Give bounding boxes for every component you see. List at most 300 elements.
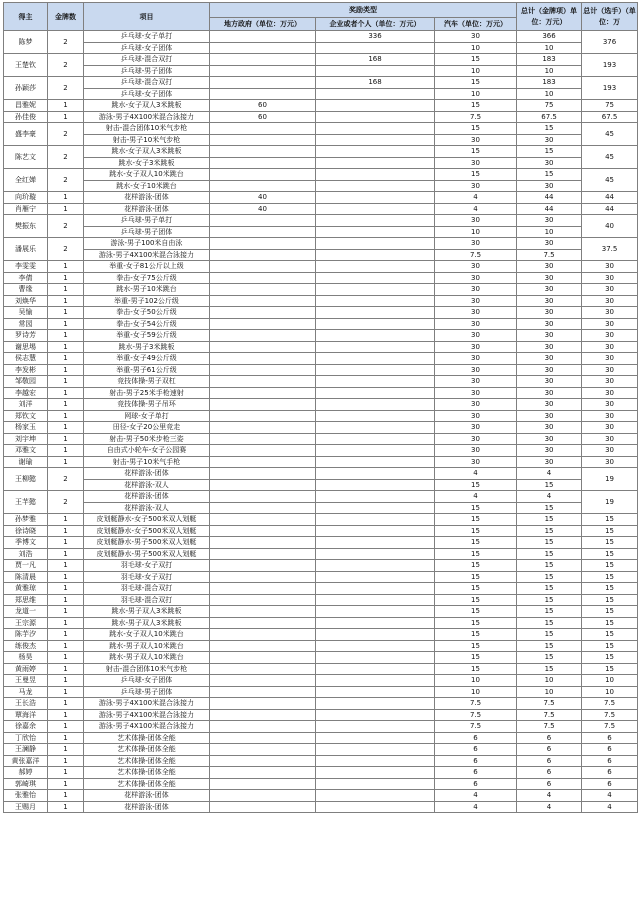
player-total: 30	[582, 261, 638, 273]
local-gov-value	[210, 468, 316, 480]
event-name: 乒乓球-男子团体	[84, 226, 210, 238]
player-total: 4	[582, 790, 638, 802]
item-total: 15	[517, 123, 582, 135]
local-gov-value	[210, 387, 316, 399]
item-total: 15	[517, 560, 582, 572]
event-name: 游泳-男子4X100米混合泳接力	[84, 721, 210, 733]
enterprise-value	[316, 583, 435, 595]
medal-count: 1	[48, 203, 84, 215]
item-total: 30	[517, 157, 582, 169]
player-total: 75	[582, 100, 638, 112]
item-total: 30	[517, 399, 582, 411]
event-name: 跳水-男子3米跳板	[84, 341, 210, 353]
local-gov-value	[210, 640, 316, 652]
winner-name: 杨家玉	[4, 422, 48, 434]
local-gov-value	[210, 180, 316, 192]
item-total: 4	[517, 790, 582, 802]
enterprise-value	[316, 468, 435, 480]
winner-name: 刘宇坤	[4, 433, 48, 445]
car-value: 30	[435, 410, 517, 422]
item-total: 15	[517, 571, 582, 583]
car-value: 30	[435, 341, 517, 353]
enterprise-value	[316, 514, 435, 526]
medal-count: 1	[48, 606, 84, 618]
player-total: 30	[582, 341, 638, 353]
enterprise-value	[316, 180, 435, 192]
player-total: 40	[582, 215, 638, 238]
enterprise-value	[316, 778, 435, 790]
event-name: 游泳-男子100米自由泳	[84, 238, 210, 250]
medal-count: 2	[48, 215, 84, 238]
medal-count: 1	[48, 318, 84, 330]
player-total: 193	[582, 77, 638, 100]
winner-name: 黄雅琼	[4, 583, 48, 595]
winner-name: 季博文	[4, 537, 48, 549]
enterprise-value	[316, 663, 435, 675]
table-row	[4, 525, 638, 537]
local-gov-value	[210, 134, 316, 146]
enterprise-value	[316, 284, 435, 296]
item-total: 15	[517, 169, 582, 181]
player-total: 19	[582, 468, 638, 491]
medal-count: 1	[48, 111, 84, 123]
enterprise-value	[316, 767, 435, 779]
player-total: 193	[582, 54, 638, 77]
table-row	[4, 744, 638, 756]
item-total: 15	[517, 146, 582, 158]
player-total: 15	[582, 583, 638, 595]
enterprise-value	[316, 387, 435, 399]
local-gov-value	[210, 157, 316, 169]
medal-count: 1	[48, 721, 84, 733]
enterprise-value	[316, 100, 435, 112]
winner-name: 李雯雯	[4, 261, 48, 273]
event-name: 花样游泳-双人	[84, 502, 210, 514]
player-total: 30	[582, 456, 638, 468]
table-row	[4, 387, 638, 399]
event-name: 羽毛球-混合双打	[84, 594, 210, 606]
enterprise-value	[316, 525, 435, 537]
car-value: 30	[435, 399, 517, 411]
table-row	[4, 732, 638, 744]
car-value: 7.5	[435, 111, 517, 123]
enterprise-value	[316, 709, 435, 721]
local-gov-value	[210, 491, 316, 503]
enterprise-value	[316, 744, 435, 756]
table-row	[4, 238, 638, 250]
local-gov-value	[210, 226, 316, 238]
event-name: 举重-女子59公斤级	[84, 330, 210, 342]
item-total: 10	[517, 65, 582, 77]
item-total: 30	[517, 387, 582, 399]
medal-count: 1	[48, 744, 84, 756]
event-name: 射击-男子50米步枪三姿	[84, 433, 210, 445]
event-name: 花样游泳-团体	[84, 801, 210, 813]
enterprise-value	[316, 790, 435, 802]
enterprise-value	[316, 134, 435, 146]
medal-count: 1	[48, 284, 84, 296]
player-total: 15	[582, 617, 638, 629]
winner-name: 王宗源	[4, 617, 48, 629]
player-total: 30	[582, 376, 638, 388]
player-total: 15	[582, 571, 638, 583]
item-total: 10	[517, 686, 582, 698]
player-total: 6	[582, 755, 638, 767]
car-value: 15	[435, 537, 517, 549]
item-total: 6	[517, 755, 582, 767]
item-total: 15	[517, 594, 582, 606]
item-total: 15	[517, 606, 582, 618]
winner-name: 王长浩	[4, 698, 48, 710]
local-gov-value	[210, 307, 316, 319]
winner-name: 孙佳俊	[4, 111, 48, 123]
table-row	[4, 698, 638, 710]
medal-count: 1	[48, 571, 84, 583]
winner-name: 孙颖莎	[4, 77, 48, 100]
event-name: 跳水-男子双人10米跳台	[84, 640, 210, 652]
car-value: 30	[435, 180, 517, 192]
table-row	[4, 514, 638, 526]
local-gov-value: 40	[210, 192, 316, 204]
winner-name: 邹敬园	[4, 376, 48, 388]
medal-count: 1	[48, 100, 84, 112]
enterprise-value	[316, 560, 435, 572]
item-total: 30	[517, 134, 582, 146]
enterprise-value	[316, 111, 435, 123]
player-total: 30	[582, 284, 638, 296]
header-event: 项目	[84, 3, 210, 31]
player-total: 30	[582, 330, 638, 342]
winner-name: 肖雁宁	[4, 203, 48, 215]
table-row	[4, 364, 638, 376]
table-row	[4, 709, 638, 721]
enterprise-value	[316, 399, 435, 411]
medal-count: 1	[48, 640, 84, 652]
event-name: 网球-女子单打	[84, 410, 210, 422]
enterprise-value: 168	[316, 54, 435, 66]
item-total: 30	[517, 295, 582, 307]
enterprise-value	[316, 364, 435, 376]
medal-count: 2	[48, 77, 84, 100]
event-name: 皮划艇静水-女子500米双人划艇	[84, 514, 210, 526]
table-row	[4, 180, 638, 192]
car-value: 6	[435, 732, 517, 744]
event-name: 举重-女子81公斤以上级	[84, 261, 210, 273]
local-gov-value	[210, 238, 316, 250]
player-total: 30	[582, 387, 638, 399]
enterprise-value	[316, 410, 435, 422]
winner-name: 李越宏	[4, 387, 48, 399]
item-total: 30	[517, 238, 582, 250]
medal-count: 1	[48, 594, 84, 606]
table-row	[4, 617, 638, 629]
enterprise-value	[316, 42, 435, 54]
event-name: 田径-女子20公里竞走	[84, 422, 210, 434]
local-gov-value	[210, 709, 316, 721]
car-value: 30	[435, 238, 517, 250]
item-total: 30	[517, 330, 582, 342]
car-value: 15	[435, 525, 517, 537]
enterprise-value	[316, 330, 435, 342]
car-value: 7.5	[435, 698, 517, 710]
player-total: 15	[582, 560, 638, 572]
event-name: 艺术体操-团体全能	[84, 744, 210, 756]
table-row	[4, 307, 638, 319]
table-row	[4, 583, 638, 595]
item-total: 6	[517, 778, 582, 790]
local-gov-value	[210, 663, 316, 675]
local-gov-value	[210, 606, 316, 618]
local-gov-value: 60	[210, 111, 316, 123]
player-total: 6	[582, 744, 638, 756]
player-total: 19	[582, 491, 638, 514]
table-row	[4, 422, 638, 434]
medal-count: 1	[48, 709, 84, 721]
car-value: 30	[435, 134, 517, 146]
local-gov-value	[210, 617, 316, 629]
event-name: 竞技体操-男子吊环	[84, 399, 210, 411]
winner-name: 贾一凡	[4, 560, 48, 572]
car-value: 15	[435, 560, 517, 572]
medal-count: 1	[48, 376, 84, 388]
medal-count: 1	[48, 307, 84, 319]
enterprise-value	[316, 249, 435, 261]
local-gov-value: 60	[210, 100, 316, 112]
player-total: 6	[582, 778, 638, 790]
player-total: 6	[582, 732, 638, 744]
item-total: 4	[517, 491, 582, 503]
event-name: 羽毛球-女子双打	[84, 571, 210, 583]
event-name: 乒乓球-女子团体	[84, 675, 210, 687]
player-total: 44	[582, 203, 638, 215]
event-name: 拳击-女子50公斤级	[84, 307, 210, 319]
local-gov-value	[210, 353, 316, 365]
enterprise-value	[316, 341, 435, 353]
item-total: 15	[517, 617, 582, 629]
event-name: 举重-女子49公斤级	[84, 353, 210, 365]
player-total: 15	[582, 548, 638, 560]
enterprise-value	[316, 629, 435, 641]
event-name: 射击-男子25米手枪速射	[84, 387, 210, 399]
medal-count: 1	[48, 387, 84, 399]
item-total: 44	[517, 203, 582, 215]
winner-name: 向玠璇	[4, 192, 48, 204]
item-total: 30	[517, 353, 582, 365]
winner-name: 黄雨婷	[4, 663, 48, 675]
car-value: 10	[435, 42, 517, 54]
medal-count: 1	[48, 617, 84, 629]
medal-count: 1	[48, 675, 84, 687]
table-row	[4, 801, 638, 813]
event-name: 游泳-男子4X100米混合泳接力	[84, 111, 210, 123]
table-row	[4, 272, 638, 284]
item-total: 15	[517, 583, 582, 595]
table-row	[4, 376, 638, 388]
table-row	[4, 571, 638, 583]
car-value: 15	[435, 548, 517, 560]
player-total: 30	[582, 422, 638, 434]
event-name: 射击-男子10米气步枪	[84, 134, 210, 146]
enterprise-value	[316, 192, 435, 204]
medal-count: 1	[48, 353, 84, 365]
player-total: 30	[582, 433, 638, 445]
local-gov-value	[210, 445, 316, 457]
winner-name: 孙梦雅	[4, 514, 48, 526]
event-name: 射击-男子10米气手枪	[84, 456, 210, 468]
local-gov-value	[210, 778, 316, 790]
winner-name: 龙道一	[4, 606, 48, 618]
table-row	[4, 318, 638, 330]
winner-name: 罗诗芳	[4, 330, 48, 342]
player-total: 10	[582, 686, 638, 698]
medal-count: 1	[48, 663, 84, 675]
enterprise-value	[316, 755, 435, 767]
medal-count: 2	[48, 31, 84, 54]
table-row	[4, 778, 638, 790]
item-total: 30	[517, 284, 582, 296]
reward-table	[3, 2, 638, 813]
item-total: 4	[517, 468, 582, 480]
event-name: 花样游泳-双人	[84, 479, 210, 491]
item-total: 30	[517, 376, 582, 388]
table-row	[4, 721, 638, 733]
event-name: 花样游泳-团体	[84, 790, 210, 802]
local-gov-value	[210, 364, 316, 376]
header-medal-count: 金牌数	[48, 3, 84, 31]
local-gov-value	[210, 594, 316, 606]
table-row	[4, 675, 638, 687]
local-gov-value	[210, 686, 316, 698]
event-name: 花样游泳-团体	[84, 468, 210, 480]
car-value: 30	[435, 318, 517, 330]
enterprise-value	[316, 698, 435, 710]
car-value: 30	[435, 330, 517, 342]
player-total: 15	[582, 594, 638, 606]
event-name: 乒乓球-女子单打	[84, 31, 210, 43]
local-gov-value	[210, 652, 316, 664]
local-gov-value	[210, 514, 316, 526]
player-total: 10	[582, 675, 638, 687]
header-winner: 得主	[4, 3, 48, 31]
local-gov-value	[210, 146, 316, 158]
table-row	[4, 157, 638, 169]
car-value: 30	[435, 307, 517, 319]
winner-name: 陈艺文	[4, 146, 48, 169]
event-name: 竞技体操-男子双杠	[84, 376, 210, 388]
enterprise-value	[316, 295, 435, 307]
winner-name: 刘浩	[4, 548, 48, 560]
item-total: 7.5	[517, 709, 582, 721]
winner-name: 王澜静	[4, 744, 48, 756]
winner-name: 全红婵	[4, 169, 48, 192]
local-gov-value	[210, 42, 316, 54]
car-value: 30	[435, 376, 517, 388]
local-gov-value	[210, 272, 316, 284]
medal-count: 1	[48, 732, 84, 744]
item-total: 7.5	[517, 698, 582, 710]
local-gov-value	[210, 456, 316, 468]
enterprise-value	[316, 617, 435, 629]
item-total: 30	[517, 307, 582, 319]
player-total: 15	[582, 514, 638, 526]
table-row	[4, 88, 638, 100]
event-name: 艺术体操-团体全能	[84, 767, 210, 779]
player-total: 30	[582, 318, 638, 330]
table-row	[4, 100, 638, 112]
table-row	[4, 755, 638, 767]
item-total: 30	[517, 215, 582, 227]
item-total: 30	[517, 445, 582, 457]
player-total: 45	[582, 123, 638, 146]
event-name: 举重-男子61公斤级	[84, 364, 210, 376]
table-row	[4, 341, 638, 353]
item-total: 15	[517, 537, 582, 549]
item-total: 183	[517, 54, 582, 66]
medal-count: 1	[48, 192, 84, 204]
medal-count: 1	[48, 801, 84, 813]
header-reward-type: 奖励类型	[210, 3, 517, 18]
car-value: 30	[435, 456, 517, 468]
item-total: 67.5	[517, 111, 582, 123]
car-value: 15	[435, 502, 517, 514]
medal-count: 2	[48, 123, 84, 146]
local-gov-value	[210, 548, 316, 560]
event-name: 游泳-男子4X100米混合泳接力	[84, 249, 210, 261]
local-gov-value	[210, 732, 316, 744]
winner-name: 陈梦	[4, 31, 48, 54]
player-total: 15	[582, 663, 638, 675]
table-row	[4, 548, 638, 560]
item-total: 7.5	[517, 721, 582, 733]
car-value: 7.5	[435, 721, 517, 733]
event-name: 跳水-女子3米跳板	[84, 157, 210, 169]
winner-name: 王楚钦	[4, 54, 48, 77]
enterprise-value: 336	[316, 31, 435, 43]
table-row	[4, 123, 638, 135]
car-value: 15	[435, 514, 517, 526]
car-value: 6	[435, 755, 517, 767]
car-value: 6	[435, 778, 517, 790]
medal-count: 1	[48, 652, 84, 664]
car-value: 4	[435, 192, 517, 204]
medal-count: 1	[48, 456, 84, 468]
medal-count: 1	[48, 272, 84, 284]
local-gov-value	[210, 721, 316, 733]
medal-count: 1	[48, 548, 84, 560]
event-name: 跳水-男子双人3米跳板	[84, 617, 210, 629]
car-value: 30	[435, 215, 517, 227]
winner-name: 侯志慧	[4, 353, 48, 365]
medal-count: 1	[48, 560, 84, 572]
medal-count: 1	[48, 445, 84, 457]
player-total: 45	[582, 169, 638, 192]
enterprise-value	[316, 732, 435, 744]
medal-count: 2	[48, 146, 84, 169]
event-name: 皮划艇静水-女子500米双人划艇	[84, 525, 210, 537]
winner-name: 郑钦文	[4, 410, 48, 422]
enterprise-value	[316, 675, 435, 687]
table-row	[4, 663, 638, 675]
event-name: 跳水-女子10米跳台	[84, 180, 210, 192]
winner-name: 王柳懿	[4, 468, 48, 491]
car-value: 15	[435, 629, 517, 641]
car-value: 15	[435, 606, 517, 618]
car-value: 15	[435, 169, 517, 181]
header-total-player: 总计（选手）（单位：万	[582, 3, 638, 31]
table-row	[4, 77, 638, 89]
car-value: 30	[435, 157, 517, 169]
item-total: 15	[517, 652, 582, 664]
